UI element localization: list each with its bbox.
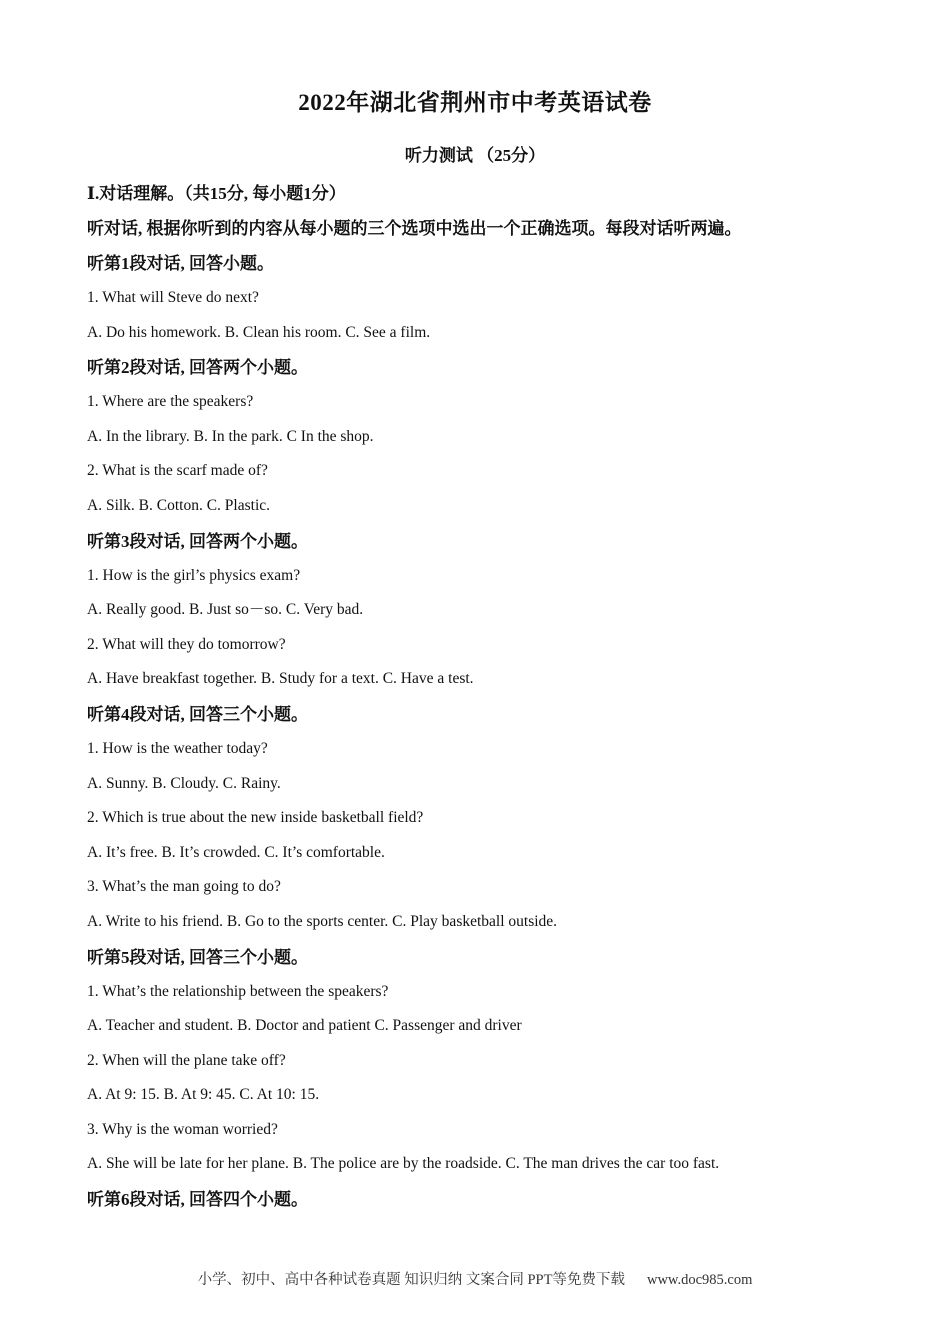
question: 3. What’s the man going to do? bbox=[87, 878, 281, 896]
dialogue-heading: 听第5段对话, 回答三个小题。 bbox=[87, 947, 308, 967]
dialogue-heading: 听第2段对话, 回答两个小题。 bbox=[87, 358, 308, 378]
exam-content bbox=[87, 176, 867, 1217]
question: 1. What’s the relationship between the speakers? bbox=[87, 982, 389, 1000]
page-footer bbox=[0, 1268, 950, 1289]
answer-options: A. Silk. B. Cotton. C. Plastic. bbox=[87, 496, 271, 514]
section-heading: Ⅰ.对话理解。（共15分, 每小题1分） bbox=[87, 184, 346, 203]
answer-options: A. Teacher and student. B. Doctor and patient C. Passenger and driver bbox=[87, 1017, 522, 1035]
footer-url-link[interactable]: www.doc985.com bbox=[646, 1272, 753, 1288]
answer-options: A. She will be late for her plane. B. The police are by the roadside. C. The man drives the car too fast. bbox=[87, 1155, 720, 1173]
question: 1. How is the girl’s physics exam? bbox=[87, 566, 301, 584]
answer-options: A. Have breakfast together. B. Study for a text. C. Have a test. bbox=[87, 670, 474, 688]
question: 2. What will they do tomorrow? bbox=[87, 635, 286, 653]
instructions: 听对话, 根据你听到的内容从每小题的三个选项中选出一个正确选项。每段对话听两遍。 bbox=[87, 219, 742, 238]
footer-text: 小学、初中、高中各种试卷真题 知识归纳 文案合同 PPT等免费下载 bbox=[197, 1272, 625, 1288]
question: 1. How is the weather today? bbox=[87, 739, 268, 757]
section-subtitle: 听力测试 （25分） bbox=[404, 146, 546, 165]
question: 1. What will Steve do next? bbox=[87, 289, 259, 306]
answer-options: A. Write to his friend. B. Go to the sports center. C. Play basketball outside. bbox=[87, 912, 558, 930]
question: 3. Why is the woman worried? bbox=[87, 1120, 278, 1138]
dialogue-heading: 听第1段对话, 回答小题。 bbox=[87, 254, 274, 273]
dialogue-heading: 听第3段对话, 回答两个小题。 bbox=[87, 531, 308, 551]
answer-options: A. In the library. B. In the park. C In the shop. bbox=[87, 427, 374, 445]
dialogue-heading: 听第4段对话, 回答三个小题。 bbox=[87, 704, 308, 724]
answer-options: A. It’s free. B. It’s crowded. C. It’s comfortable. bbox=[87, 843, 385, 861]
page-title: 2022年湖北省荆州市中考英语试卷 bbox=[298, 90, 652, 115]
answer-options: A. Do his homework. B. Clean his room. C. See a film. bbox=[87, 323, 431, 341]
question: 2. When will the plane take off? bbox=[87, 1051, 286, 1069]
dialogue-heading: 听第6段对话, 回答四个小题。 bbox=[87, 1190, 308, 1210]
question: 2. What is the scarf made of? bbox=[87, 462, 268, 480]
question: 2. Which is true about the new inside basketball field? bbox=[87, 809, 424, 827]
answer-options: A. Sunny. B. Cloudy. C. Rainy. bbox=[87, 774, 281, 792]
question: 1. Where are the speakers? bbox=[87, 393, 254, 411]
answer-options: A. At 9: 15. B. At 9: 45. C. At 10: 15. bbox=[87, 1086, 320, 1104]
answer-options: A. Really good. B. Just so－so. C. Very bad. bbox=[87, 601, 364, 619]
